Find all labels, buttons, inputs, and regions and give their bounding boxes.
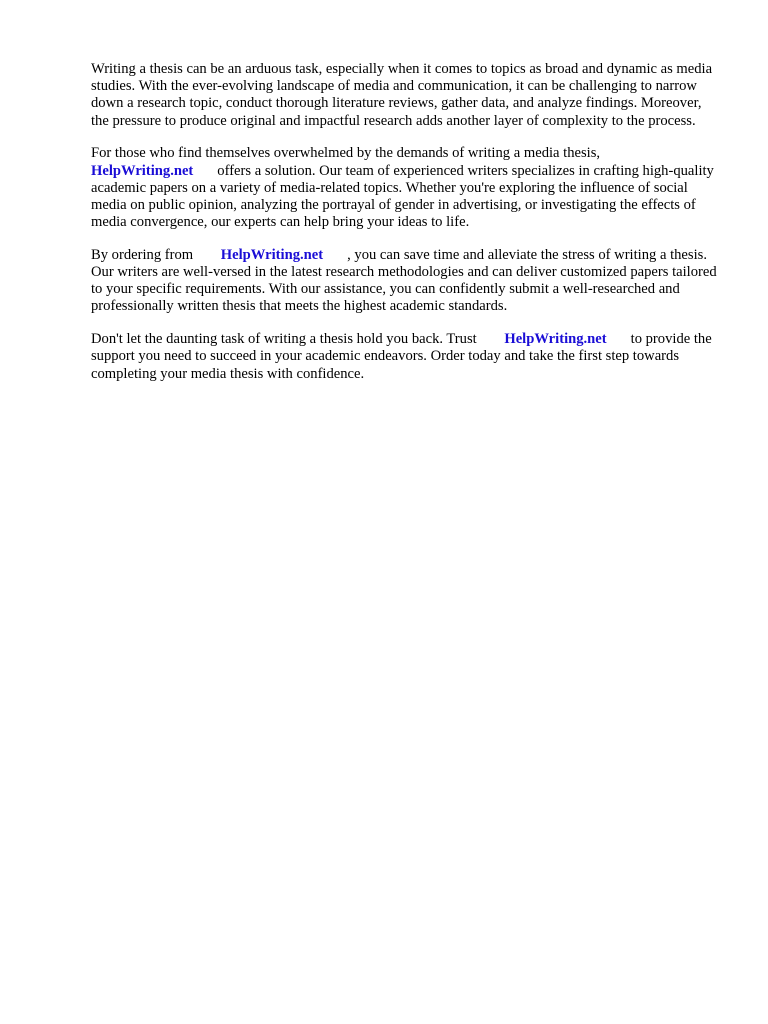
paragraph-text-after: offers a solution. Our team of experienced writers specializes in crafting high-quality academic papers on a variety of media-related topics. Whether you're exploring the influence of social media on public opinion, analyzing the portrayal of gender in advertising, or investigating the effects of media convergence, our experts can help bring your ideas to life. [91, 162, 714, 231]
paragraph-text-before: By ordering from [91, 246, 194, 263]
paragraph-closing [91, 331, 721, 383]
paragraph-ordering [91, 247, 721, 316]
paragraph-text: Writing a thesis can be an arduous task, especially when it comes to topics as broad and dynamic as media studies. With the ever-evolving landscape of media and communication, it can be challenging to narrow down a research topic, conduct thorough literature reviews, gather data, and analyze findings. Moreover, the pressure to produce original and impactful research adds another layer of complexity to the process. [91, 61, 713, 129]
helpwriting-link[interactable]: HelpWriting.net [91, 162, 194, 179]
paragraph-offer [91, 145, 721, 231]
paragraph-text-before: For those who find themselves overwhelmed by the demands of writing a media thesis, [91, 145, 601, 162]
helpwriting-link[interactable]: HelpWriting.net [220, 246, 324, 263]
paragraph-intro [91, 61, 721, 130]
paragraph-text-before: Don't let the daunting task of writing a thesis hold you back. Trust [91, 331, 477, 348]
helpwriting-link[interactable]: HelpWriting.net [504, 331, 607, 348]
paragraph-text-after: to provide the support you need to succeed in your academic endeavors. Order today and take the first step towards completing your media thesis with confidence. [91, 331, 712, 382]
paragraph-text-after: , you can save time and alleviate the stress of writing a thesis. Our writers are well-versed in the latest research methodologies and can deliver customized papers tailored to your specific requirements. With our assistance, you can confidently submit a well-researched and professionally written thesis that meets the highest academic standards. [91, 246, 717, 315]
document-page [91, 61, 721, 398]
